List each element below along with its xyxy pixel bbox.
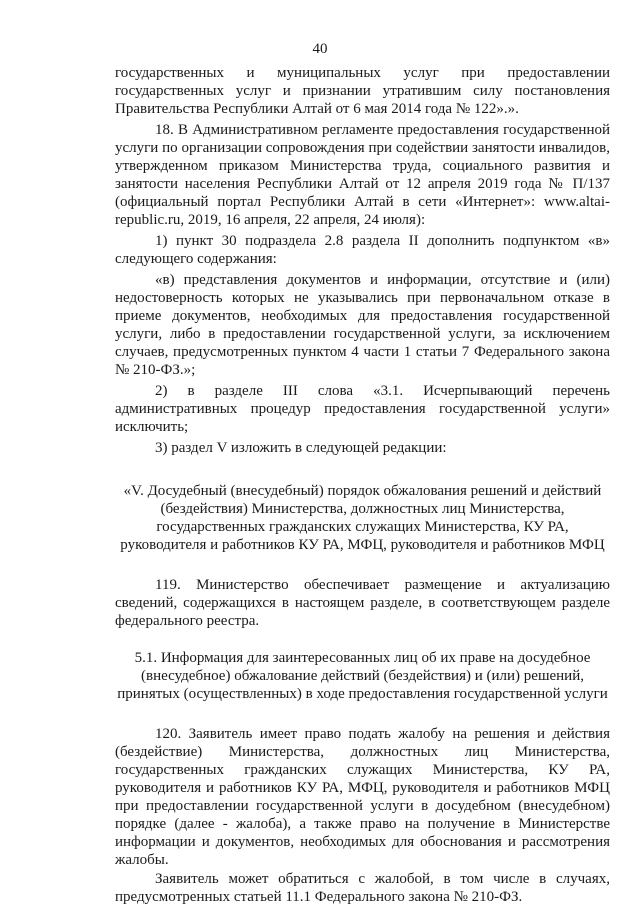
spacer xyxy=(115,554,610,576)
paragraph-item-18: 18. В Административном регламенте предоставления государственной услуги по организации сопровождения при содействии занятости инвалидов, утвержденном приказом Министерства труда, социального развития и занятости населения Республики Алтай от 12 апреля 2019 года № П/137 (официальный портал Республики Алтай в сети «Интернет»: www.altai-republic.ru, 2019, 16 апреля, 22 апреля, 24 июля): xyxy=(115,122,610,228)
paragraph-subitem-1: 1) пункт 30 подраздела 2.8 раздела II дополнить подпунктом «в» следующего содержания: xyxy=(115,233,610,267)
spacer xyxy=(115,460,610,482)
spacer xyxy=(115,703,610,725)
section-v-heading: «V. Досудебный (внесудебный) порядок обжалования решений и действий (бездействия) Министерства, должностных лиц Министерства, государственных гражданских служащих Министерства, КУ РА, руководителя и работников КУ РА, МФЦ, руководителя и работников МФЦ xyxy=(120,483,605,553)
paragraph-continuation: государственных и муниципальных услуг при предоставлении государственных услуг и признании утратившим силу постановления Правительства Республики Алтай от 6 мая 2014 года № 122».». xyxy=(115,65,610,117)
document-body xyxy=(115,64,610,909)
paragraph-item-119: 119. Министерство обеспечивает размещение и актуализацию сведений, содержащихся в настоящем разделе, в соответствующем разделе федерального реестра. xyxy=(115,577,610,629)
paragraph-subitem-2: 2) в разделе III слова «3.1. Исчерпывающий перечень административных процедур предоставления государственной услуги» исключить; xyxy=(115,383,610,435)
spacer xyxy=(115,633,610,649)
page-number: 40 xyxy=(312,41,328,57)
paragraph-quote-v: «в) представления документов и информации, отсутствие и (или) недостоверность которых не указывались при первоначальном отказе в приеме документов, необходимых для предоставления государственной услуги, либо в предоставлении государственной услуги, за исключением случаев, предусмотренных пунктом 4 части 1 статьи 7 Федерального закона № 210-ФЗ.»; xyxy=(115,272,610,378)
paragraph-subitem-3: 3) раздел V изложить в следующей редакции: xyxy=(155,440,447,456)
subsection-5-1-heading: 5.1. Информация для заинтересованных лиц об их праве на досудебное (внесудебное) обжалование действий (бездействия) и (или) решений, принятых (осуществленных) в ходе предоставления государственной услуги xyxy=(117,650,608,702)
paragraph-item-120: 120. Заявитель имеет право подать жалобу на решения и действия (бездействие) Министерства, должностных лиц Министерства, государственных гражданских служащих Министерства, КУ РА, руководителя и работников КУ РА, МФЦ, руководителя и работников МФЦ при предоставлении государственной услуги в досудебном (внесудебном) порядке (далее - жалоба), а также право на получение в Министерстве информации и документов, необходимых для обоснования и рассмотрения жалобы. xyxy=(115,726,610,868)
paragraph-complaint-cases: Заявитель может обратиться с жалобой, в том числе в случаях, предусмотренных статьей 11.1 Федерального закона № 210-ФЗ. xyxy=(115,871,610,905)
